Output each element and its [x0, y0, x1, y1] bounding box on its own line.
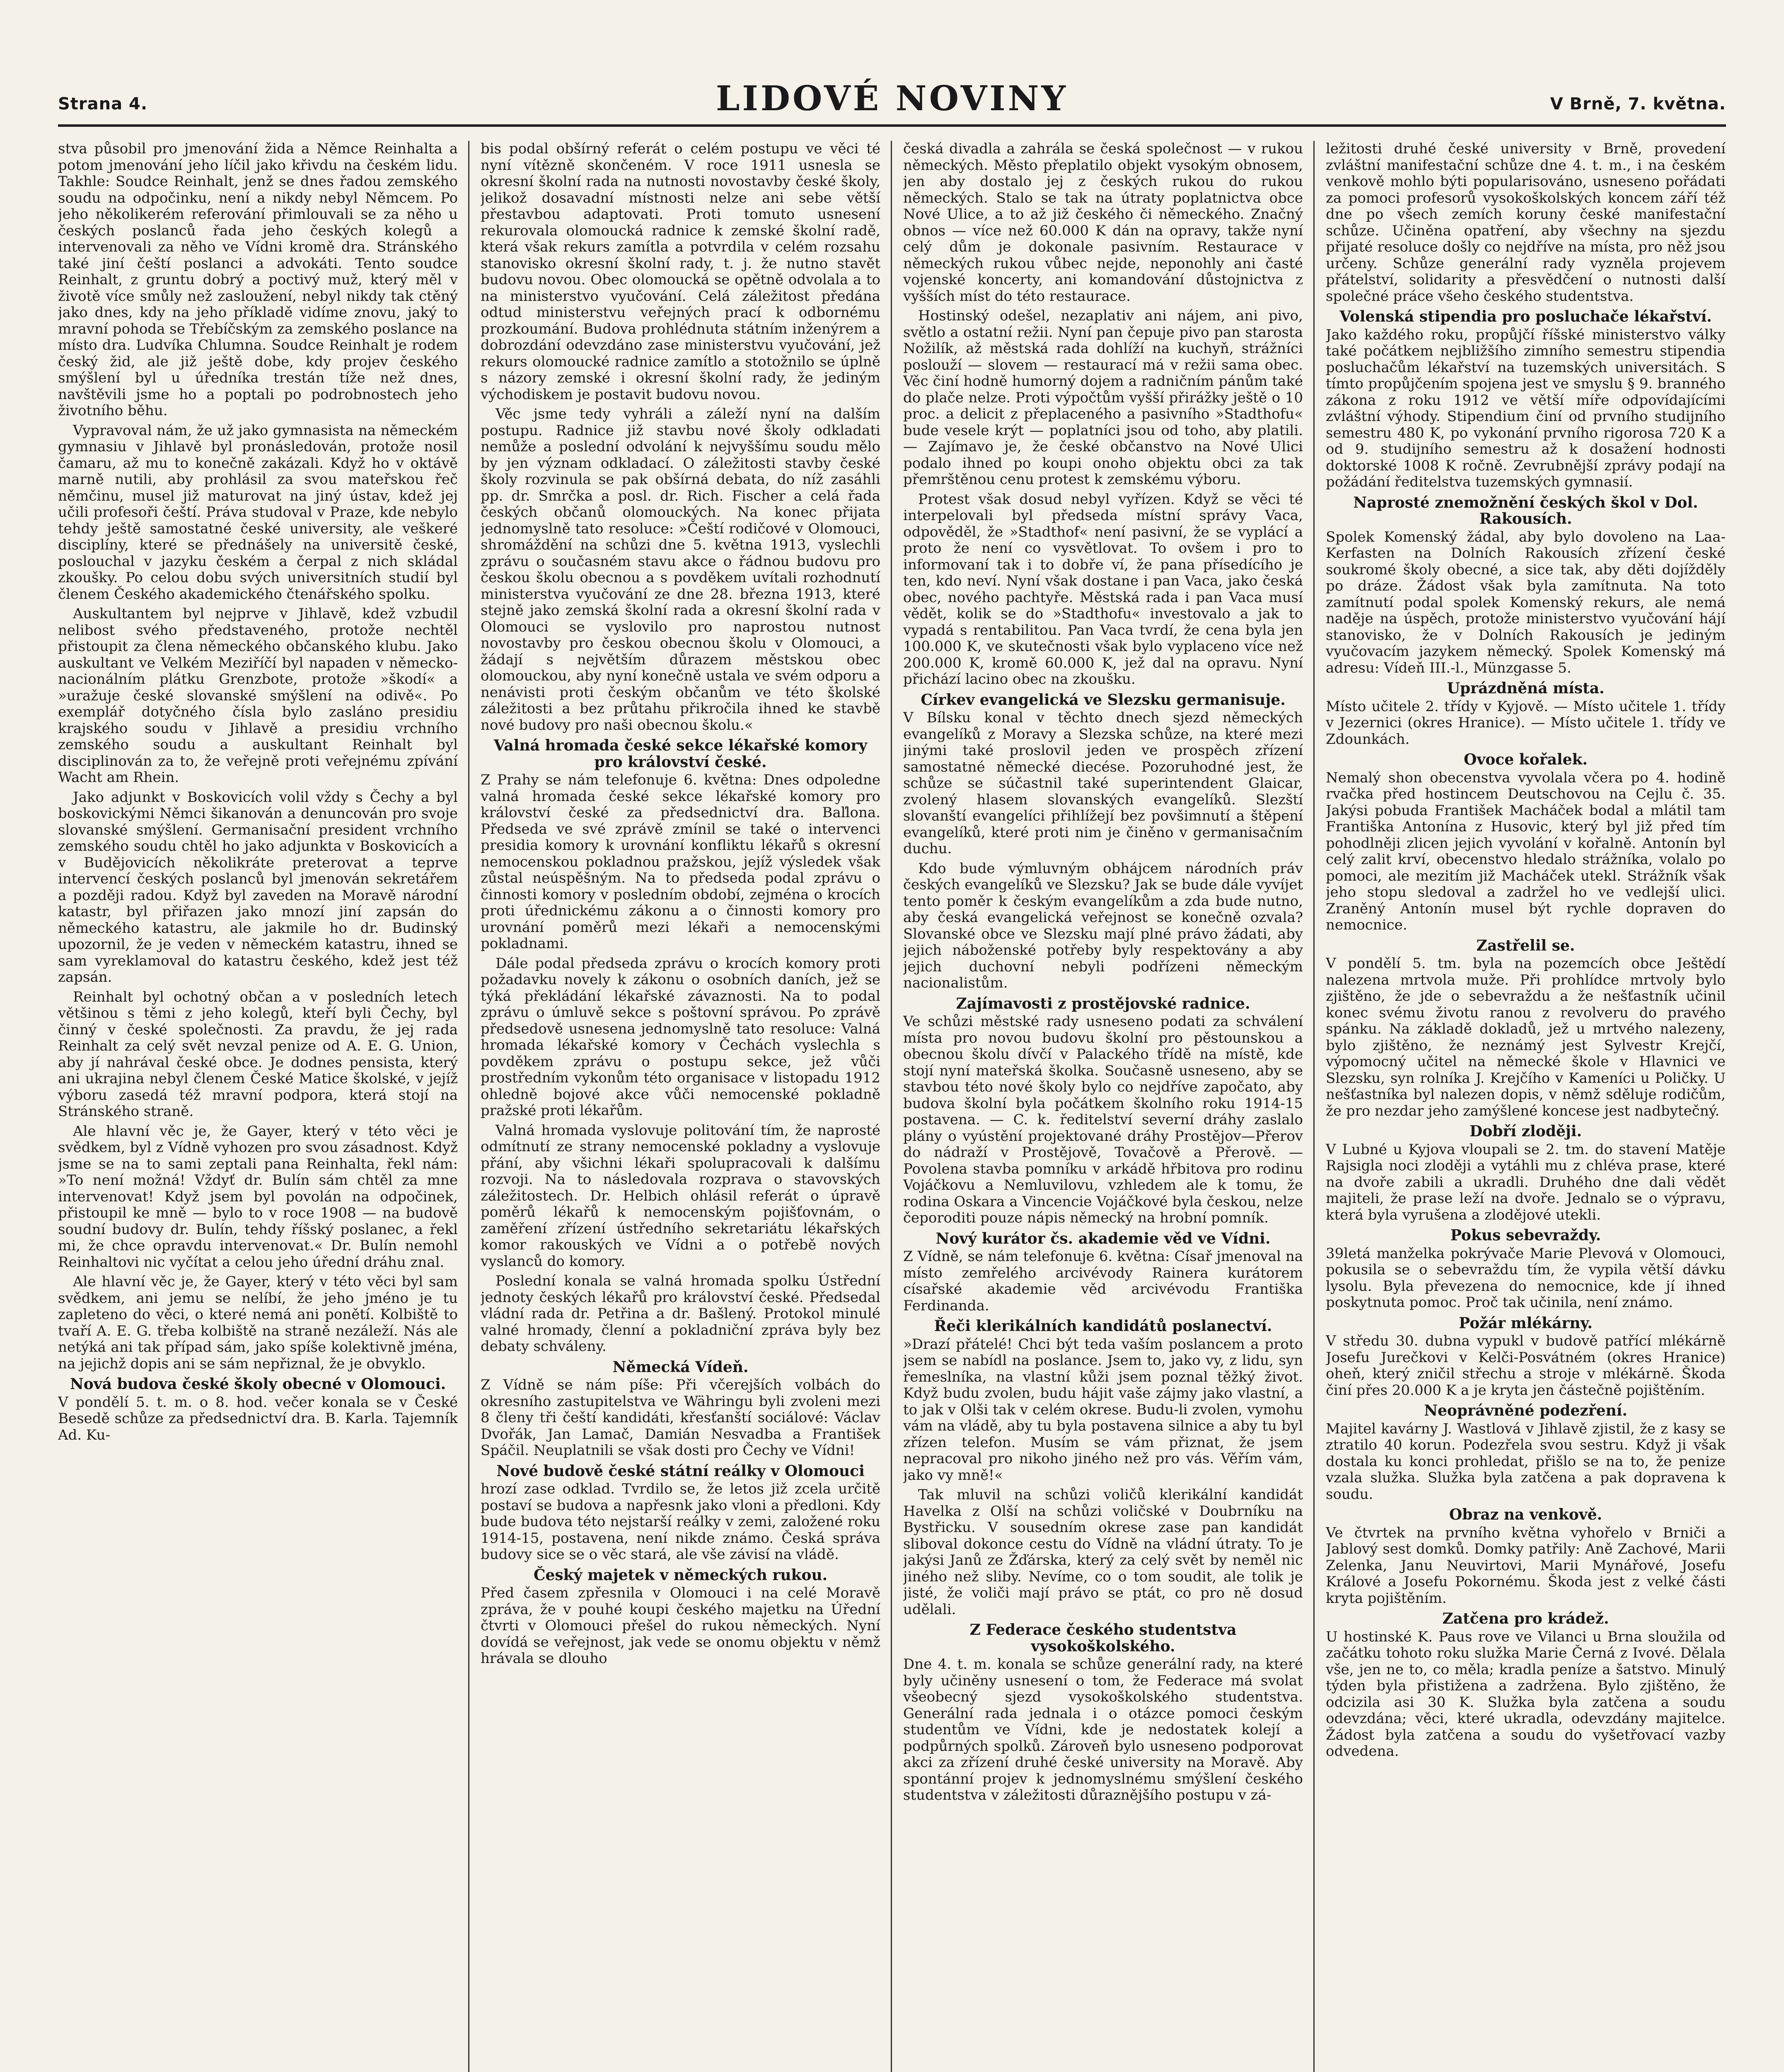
article-headline: Zastřelil se.: [1476, 937, 1575, 954]
article-paragraph: V Lubné u Kyjova vloupali se 2. tm. do stavení Matěje Rajsigla noci zloději a vytáhli mu z chléva prase, které na dvoře zabili a ukradli. Druhého dne dali vědět majiteli, že prase leží na dvoře. Jednalo se o výpravu, která byla vyrušena a zlodějové utekli.: [1326, 1141, 1726, 1223]
article-headline: Uprázdněná místa.: [1447, 680, 1605, 697]
article-headline: Požár mlékárny.: [1459, 1314, 1593, 1332]
article-paragraph: Poslední konala se valná hromada spolku Ústřední jednoty českých lékařů pro království české. Předsedal vládní rada dr. Petřina a dr. Bašlený. Protokol minulé valné hromady, členní a pokladniční zpráva byly bez debaty schváleny.: [481, 1273, 880, 1355]
article-paragraph: Z Vídně se nám píše: Při včerejších volbách do okresního zastupitelstva ve Währingu byli zvoleni mezi 8 členy tři čeští kandidáti, křesťanští sociálové: Václav Dvořák, Jan Lamač, Damián Nesvadba a František Spáčil. Neuplatnili se však dosti pro Čechy ve Vídni!: [481, 1377, 880, 1459]
article-headline: Církev evangelická ve Slezsku germanisuje.: [921, 691, 1286, 709]
article-headline: Nový kurátor čs. akademie věd ve Vídni.: [936, 1230, 1271, 1247]
article-headline: Nové budově české státní reálky v Olomouci: [496, 1462, 865, 1480]
article-headline: Ovoce kořalek.: [1464, 751, 1588, 768]
article-paragraph: Dále podal předseda zprávu o krocích komory proti požadavku novely k zákonu o osobních daních, jež se týká překládání lékařské závaznosti. Na to podal zprávu o úmluvě sekce s poštovní správou. Po zprávě předsedově usnesena jednomyslně tato resoluce: Valná hromada lékařské komory v Čechách vyslechla s povděkem zprávu o postupu sekce, jež vůči prostředním vykonům této organisace v listopadu 1912 ohledně bojové akce vůči nemocenské pokladně pražské proti lékařům.: [481, 955, 880, 1119]
article-paragraph: V pondělí 5. t. m. o 8. hod. večer konala se v České Besedě schůze za předsednictví dra. B. Karla. Tajemník Ad. Ku-: [58, 1394, 458, 1443]
column-rule: [891, 141, 892, 2072]
article-headline: Valná hromada české sekce lékařské komory pro království české.: [493, 737, 868, 771]
article-paragraph: Věc jsme tedy vyhráli a záleží nyní na dalším postupu. Radnice již stavbu nové školy odkladati nemůže a poslední odvolání k nejvyššímu soudu mělo by jen význam odkladací. O záležitosti stavby české školy rozvinula se pak obšírná debata, do níž zasáhli pp. dr. Smrčka a posl. dr. Rich. Fischer a celá řada českých občanů olomouckých. Na konec přijata jednomyslně tato resoluce: »Čeští rodičové v Olomouci, shromáždění na schůzi dne 5. května 1913, vyslechli zprávu o současném stavu akce o řádnou budovu pro českou školu obecnou a s povděkem uvítali rozhodnutí ministerstva vyučování ze dne 28. března 1913, které stejně jako zemská školní rada a okresní školní rada v Olomouci se vyslovilo pro naprostou nutnost novostavby pro českou obecnou školu v Olomouci, a žádají s největším důrazem městskou obec olomouckou, aby nyní konečně ustala ve svém odporu a nenávisti proti českým občanům ve této školské záležitosti a bez průtahu přikročila ihned ke stavbě nové budovy pro naši obecnou školu.«: [481, 406, 880, 733]
page-number: Strana 4.: [58, 94, 148, 114]
article-paragraph: 39letá manželka pokrývače Marie Plevová v Olomouci, pokusila se o sebevraždu tím, že vypila větší dávku lysolu. Byla převezena do nemocnice, kde jí ihned poskytnuta pomoc. Proč tak učinila, není známo.: [1326, 1245, 1726, 1311]
article-paragraph: Jako adjunkt v Boskovicích volil vždy s Čechy a byl boskovickými Němci šikanován a denuncován pro svoje slovanské smýšlení. Germanisační president vrchního zemského soudu chtěl ho jako adjunkta v Boskovicích a v Budějovicích několikráte preterovat a teprve intervencí českých poslanců byl jmenován sekretářem a později radou. Když byl zaveden na Moravě národní katastr, byl přiřazen jako mnozí jiní zapsán do německého katastru, ale jakmile ho dr. Budinský upozornil, že je veden v německém katastru, ihned se sam vyreklamoval do katastru českého, kdež jest též zapsán.: [58, 789, 458, 985]
article-headline: Řeči klerikálních kandidátů poslanectví.: [934, 1317, 1272, 1335]
article-paragraph: Reinhalt byl ochotný občan a v posledních letech většinou s těmi z jeho kolegů, kteří byli Čechy, byl činný v české společnosti. Za pravdu, že jej rada Reinhalt za celý svět nevzal penize od A. E. G. Union, aby jí nahrával české obce. Je dodnes pensista, který ani ukrajina nebyl členem České Matice školské, v jejíž výboru zasedá též mravní podpora, která stojí na Stránského straně.: [58, 988, 458, 1120]
article-paragraph: bis podal obšírný referát o celém postupu ve věci té nyní vítězně skončeném. V roce 1911 usnesla se okresní školní rada na nutnosti novostavby české školy, jelikož dosavadní místnosti nelze ani sebe větší přestavbou adaptovati. Proti tomuto usnesení rekurovala olomoucká radnice k zemské školní radě, která však rekurs zamítla a potvrdila v celém rozsahu stanovisko okresní školní rady, t. j. že nutno stavět budovu novou. Obec olomoucká se opětně odvolala a to na ministerstvo vyučování. Celá záležitost předána odtud ministerstvu veřejných prací k odbornému prozkoumání. Budova prohlédnuta státním inženýrem a dobrozdání odevzdáno zase ministerstvu vyučování, jež rekurs olomoucké radnice zamítlo a stotožnilo se úplně s názory zemské i okresní školní rady, že jediným východiskem je postavit budovu novou.: [481, 141, 880, 403]
article-paragraph: Ale hlavní věc je, že Gayer, který v této věci byl sam svědkem, ani jemu se nelíbí, že jeho jméno je tu zapleteno do věci, o které nemá ani ponětí. Kolbiště to tvaří A. E. G. třeba kolbiště na straně nezáleží. Nás ale netýká ani tak případ sám, jako spíše kolektivně jména, na jejichž dopis ani se sám nepřiznal, že je obvyklo.: [58, 1273, 458, 1372]
article-paragraph: Ale hlavní věc je, že Gayer, který v této věci je svědkem, byl z Vídně vyhozen pro svou zásadnost. Když jsme se na to sami zeptali pana Reinhalta, řekl nám: »To není možná! Vždyť dr. Bulín sám chtěl za mne intervenovat! Když jsem byl povolán na odpočinek, přistoupil ke mně — bylo to v roce 1908 — na budově soudní budovy dr. Bulín, tehdy říšský poslanec, a řekl mi, že chce opravdu intervenovat.« Dr. Bulín nemohl Reinhaltovi nic vyčítat a celou jeho úřední dráhu znal.: [58, 1123, 458, 1271]
article-paragraph: česká divadla a zahrála se česká společnost — v rukou německých. Město přeplatilo objekt vysokým obnosem, jen aby dostalo jej z českých rukou do rukou německých. Stalo se tak na útraty poplatnictva obce Nové Ulice, a to až již českého či německého. Značný obnos — více než 60.000 K dán na opravy, takže nyní celý dům je dokonale pasivním. Restaurace v německých rukou vůbec nejde, neponohly ani časté vojenské koncerty, ani komandování důstojnictva z vyšších míst do této restaurace.: [903, 141, 1303, 305]
article-paragraph: Ve schůzi městské rady usneseno podati za schválení místa pro novou budovu školní pro pěstounskou a obecnou školu dívčí v Palackého třídě na místě, kde stojí nyní mateřská školka. Současně usneseno, aby se stavbou této nové školy bylo co nejdříve započato, aby budova školní byla počátkem školního roku 1914-15 postavena. — C. k. ředitelství severní dráhy zaslalo plány o vyústění projektované dráhy Prostějov—Přerov do nádraží v Prostějově, Tovačově a Přerově. — Povolena stavba pomníku v arkádě hřbitova pro rodinu Vojáčkovu a Nemluvilovu, vzhledem ale k tomu, že rodina Oskara a Vincencie Vojáčkové byla českou, nelze čeporoditi pouze nápis německý na hrobní pomník.: [903, 1013, 1303, 1226]
article-paragraph: V pondělí 5. tm. byla na pozemcích obce Ještědí nalezena mrtvola muže. Při prohlídce mrtvoly bylo zjištěno, že jde o sebevraždu a že nešťastník učinil konec svému životu ranou z revolveru do pravého spánku. Na základě dokladů, jež u mrtvého nalezeny, bylo zjištěno, že neznámý jest Sylvestr Krejčí, výpomocný učitel na německé škole v Hlavnici ve Slezsku, syn rolníka J. Krejčího v Kameníci u Poličky. U nešťastníka byl nalezen dopis, v němž sděluje rodičům, že pro nezdar jeho zamýšlené koncese jest nadbytečný.: [1326, 955, 1726, 1119]
article-paragraph: Vypravoval nám, že už jako gymnasista na německém gymnasiu v Jihlavě byl pronásledován, protože nosil čamaru, až mu to konečně zakázali. Když ho v oktávě marně nutili, aby prohlásil za svou mateřskou řeč němčinu, musel již maturovat na jiný ústav, kdež jej učili profesoři čeští. Práva studoval v Praze, kde nebylo tehdy ještě samostatné české university, ale veškeré disciplíny, které se přednášely na universitě české, poslouchal v jazyku českém a čerpal z nich skládal zkoušky. Po celou dobu svých universitních studií byl členem Českého akademického čtenářského spolku.: [58, 422, 458, 603]
column-4: [1326, 141, 1726, 2072]
article-paragraph: ležitosti druhé české university v Brně, provedení zvláštní manifestační schůze dne 4. t. m., i na českém venkově mohlo býti popularisováno, usneseno pořádati za pomoci profesorů vysokoškolských koncem září též dne po všech zemích koruny české manifestační schůze. Učiněna opatření, aby všechny na sjezdu přijaté resoluce došly co nejdříve na místa, pro něž jsou určeny. Schůze generální rady vyzněla projevem přátelství, solidarity a přesvědčení o nutnosti další společné práce všeho českého studentstva.: [1326, 141, 1726, 305]
article-paragraph: Nemalý shon obecenstva vyvolala včera po 4. hodině rvačka před hostincem Deutschovou na Cejlu č. 35. Jakýsi pobuda František Macháček bodal a mlátil tam Františka Antonína z Husovic, který byl již před tím pohodlněji zlicen jejich vyvolání v kořalně. Antonín byl celý zalit krví, obecenstvo hledalo strážníka, volalo po pomoci, ale mezitím již Macháček utekl. Strážník však jeho stopu sledoval a zadržel ho ve vedlejší ulici. Zraněný Antonín musel být rychle dopraven do nemocnice.: [1326, 769, 1726, 933]
article-paragraph: V Bílsku konal v těchto dnech sjezd německých evangelíků z Moravy a Slezska schůze, na které mezi jinými také proslovil jeden ve prospěch zřízení samostatné německé diecése. Pozoruhodné jest, že schůze se súčastnil také superintendent Glaicar, zvolený hlasem slovanských evangelíků. Slezští slovanští evangelíci přihlížejí bez povšimnutí a štěpení evangelíků, které proti nim je činěno v germanisačním duchu.: [903, 709, 1303, 857]
column-rule: [468, 141, 469, 2072]
column-2: [481, 141, 880, 2072]
article-headline: Nová budova české školy obecné v Olomouci.: [70, 1375, 446, 1393]
article-paragraph: Z Vídně, se nám telefonuje 6. května: Císař jmenoval na místo zemřelého arcivévody Rainera kurátorem císařské akademie věd arcivévodu Františka Ferdinanda.: [903, 1248, 1303, 1314]
article-headline: Z Federace českého studentstva vysokoškolského.: [969, 1621, 1237, 1655]
article-paragraph: Místo učitele 2. třídy v Kyjově. — Místo učitele 1. třídy v Jezernici (okres Hranice). — Místo učitele 1. třídy ve Zdounkách.: [1326, 698, 1726, 748]
article-headline: Zajímavosti z prostějovské radnice.: [956, 995, 1250, 1012]
article-paragraph: Auskultantem byl nejprve v Jihlavě, kdež vzbudil nelibost svého představeného, protože nechtěl přistoupit za člena německého občanského klubu. Jako auskultant ve Velkém Meziříčí byl napaden v německo-nacionálním plátku Grenzbote, protože »škodí« a »uražuje české slovanské smýšlení na odivě«. Po exemplář dotyčného čísla bylo zasláno presidiu krajského soudu v Jihlavě a presidiu vrchního zemského soudu a auskultant Reinhalt byl disciplinován za to, že veřejně proti veřejnému zpívání Wacht am Rhein.: [58, 605, 458, 786]
column-1: [58, 141, 458, 2072]
article-headline: Pokus sebevraždy.: [1450, 1227, 1601, 1244]
article-paragraph: Jako každého roku, propůjčí říšské ministerstvo války také počátkem nejbližšího zimního semestru stipendia posluchačům lékařství na tuzemských universitách. S tímto propůjčením spojena jest ve smyslu § 9. branného zákona z roku 1912 ve větší míře odpovídajícími zvláštní výhody. Stipendium činí od prvního studijního semestru 480 K, po vykonání prvního rigorosa 720 K a od 9. studijního semestru až k dosažení hodnosti doktorské 1008 K ročně. Zevrubnější zprávy podají na požádání ředitelstva tuzemských gymnasií.: [1326, 326, 1726, 490]
article-paragraph: Hostinský odešel, nezaplativ ani nájem, ani pivo, světlo a ostatní režii. Nyní pan čepuje pivo pan starosta Nožilík, až městská rada dohlíží na kuchyň, strážníci poslouží — slovem — restaurací má v režii sama obec. Věc činí hodně humorný dojem a radničním pánům také do plače nelze. Proti výpočtům vyšší přirážky ještě o 10 proc. a delicit z přeplaceného a pasivního »Stadthofu« bude vesele krýt — poplatníci jsou od toho, aby platili. — Zajímavo je, že české občanstvo na Nové Ulici podalo ihned po koupi onoho objektu obci za tak přemrštěnou cenu protest k zemskému výboru.: [903, 307, 1303, 488]
article-headline: Neoprávněné podezření.: [1424, 1402, 1627, 1419]
article-paragraph: Z Prahy se nám telefonuje 6. května: Dnes odpoledne valná hromada české sekce lékařské komory pro království české za předsednictví dra. Baľlona. Předseda ve své zprávě zmínil se také o intervenci presidia komory k urovnání konfliktu lékařů s okresní nemocenskou pokladnou pražskou, jejíž výsledek však zůstal neúspěšným. Na to předseda podal zprávu o činnosti komory v posledním období, zejména o krocích proti úřednickému zákonu a o činnosti komory pro urovnání poměrů mezi lékaři a nemocenskými pokladnami.: [481, 772, 880, 952]
article-headline: Naprosté znemožnění českých škol v Dol. Rakousích.: [1353, 494, 1698, 528]
article-paragraph: hrozí zase odklad. Tvrdilo se, že letos již zcela určitě postaví se budova a napřesnk jako vloni a předloni. Kdy bude budova této nejstarší reálky v zemi, založené roku 1914-15, postavena, není nikde známo. Česká správa budovy sice se o věc stará, ale vše závisí na vládě.: [481, 1481, 880, 1563]
article-paragraph: Spolek Komenský žádal, aby bylo dovoleno na Laa-Kerfasten na Dolních Rakousích zřízení české soukromé školy obecné, a sice tak, aby děti dojížděly po dráze. Žádost však byla zamítnuta. Na toto zamítnutí podal spolek Komenský rekurs, ale nemá naděje na úspěch, protože ministerstvo vyučování hájí stanovisko, že v Dolních Rakousích je jediným vyučovacím jazykem německý. Spolek Komenský má adresu: Vídeň III.-l., Münzgasse 5.: [1326, 528, 1726, 676]
article-paragraph: Kdo bude výmluvným obhájcem národních práv českých evangelíků ve Slezsku? Jak se bude dále vyvíjet tento poměr k českým evangelíkům a zda bude nutno, aby česká evangelická veřejnost se konečně ozvala? Slovanské obce ve Slezsku mají plné právo žádati, aby jejich náboženské potřeby byly respektovány a aby jejich duchovní nebyli podřízeni německým nacionalistům.: [903, 860, 1303, 991]
article-paragraph: stva působil pro jmenování žida a Němce Reinhalta a potom jmenování jeho líčil jako křivdu na českém lidu. Takhle: Soudce Reinhalt, jenž se dnes řadou zemského soudu na odpočinku, není a nikdy nebyl Němcem. Po jeho několikerém referování přimlouvali se za něho u českých poslanců řada jeho českých kolegů a intervenovali za něho ve Vídni kromě dra. Stránského také jiní čeští poslanci a advokáti. Tento soudce Reinhalt, z gruntu dobrý a poctivý muž, který měl v životě více smůly než zasloužení, nebyl nikdy tak ctěný jako dnes, kdy na jeho příkladě vidíme znovu, jaký to mravní pohoda se Třebíčským za zemského poslance na místo dra. Ludvíka Chlumna. Soudce Reinhalt je rodem český žid, ale již ještě dobe, kdy projev českého smýšlení byl u úředníka trestán tíže než dnes, navštěvili jsme ho a poptali po podrobnostech jeho životního běhu.: [58, 141, 458, 419]
article-headline: Český majetek v německých rukou.: [533, 1566, 828, 1584]
article-paragraph: Ve čtvrtek na prvního května vyhořelo v Brniči a Jablový sest domků. Domky patřily: Aně Zachové, Marii Zelenka, Janu Neuvirtovi, Marii Mynářové, Josefu Králové a Josefu Pokornému. Škoda jest z velké části kryta pojištěním.: [1326, 1524, 1726, 1607]
article-paragraph: V středu 30. dubna vypukl v budově patřící mlékárně Josefu Jurečkovi v Kelči-Posvátném (okres Hranice) oheň, který zničil střechu a stroje v mlékárně. Škoda činí přes 20.000 K a je kryta jen částečně pojištěním.: [1326, 1333, 1726, 1399]
article-paragraph: Protest však dosud nebyl vyřízen. Když se věci té interpelovali byl předseda místní správy Vaca, odpověděl, že »Stadthof« není pasivní, že se vyplácí a proto že není co vysvětlovat. To ovšem i pro to informovaní tak i to dobře ví, že pana přísedícího je ten, kdo neví. Nyní však dostane i pan Vaca, jako česká obec, nového pachtyře. Městská rada i pan Vaca musí vědět, kolik se do »Stadthofu« investovalo a jak to vypadá s rentabilitou. Pan Vaca tvrdí, že cena byla jen 100.000 K, ve skutečnosti však bylo vyplaceno více než 200.000 K, kromě 60.000 K, jež dal na opravu. Nyní přichází lacino obec na zkoušku.: [903, 491, 1303, 687]
article-headline: Obraz na venkově.: [1449, 1506, 1603, 1523]
article-paragraph: Valná hromada vyslovuje politování tím, že naprosté odmítnutí ze strany nemocenské pokladny a vyslovuje přání, aby všichni lékaři spolupracovali k dalšímu rozvoji. Na to následovala rozprava o stavovských záležitostech. Dr. Helbich ohlásil referát o úpravě poměrů lékařů k nemocenským pojišťovnám, o zaměření zřízení ústředního sekretariátu lékařských komor rakouských ve Vídni a o potřebě nových vyslanců do komory.: [481, 1122, 880, 1270]
article-headline: Dobří zloději.: [1469, 1123, 1582, 1140]
newspaper-page: [58, 62, 1726, 2072]
issue-date: V Brně, 7. května.: [1550, 94, 1726, 114]
article-headline: Volenská stipendia pro posluchače lékařství.: [1339, 308, 1712, 325]
article-paragraph: U hostinské K. Paus rove ve Vilanci u Brna sloužila od začátku tohoto roku služka Marie Černá z Ivové. Dělala vše, jen ne to, co měla; kradla peníze a šatstvo. Minulý týden byla přistižena a zadržena. Bylo zjištěno, že odcizila asi 30 K. Služka byla zatčena a soudu odevzdána; věci, které ukradla, odevzdány majitelce. Žádost byla zatčena a soudu do vyšetřovací vazby odvedena.: [1326, 1628, 1726, 1760]
column-3: [903, 141, 1303, 2072]
article-paragraph: Tak mluvil na schůzi voličů klerikální kandidát Havelka z Olší na schůzi voličské v Doubrníku na Bystřicku. V sousedním okrese zase pan kandidát sliboval dokonce cestu do Vídně na vládní útraty. To je jakýsi Janů ze Žďárska, který za celý svět by neměl nic jiného než sliby. Nevíme, co o tom soudit, ale tolik je jisté, že voliči mají právo se ptát, co pro ně dosud udělali.: [903, 1486, 1303, 1618]
article-paragraph: Majitel kavárny J. Wastlová v Jihlavě zjistil, že z kasy se ztratilo 40 korun. Podezřela svou sestru. Když ji však dostala ku konci prohledat, přišlo se na to, že penize vzala služka. Služka byla zatčena a pak dopravena k soudu.: [1326, 1420, 1726, 1503]
masthead: [58, 62, 1726, 127]
article-paragraph: Dne 4. t. m. konala se schůze generální rady, na které byly učiněny usnesení o tom, že Federace má svolat všeobecný sjezd vysokoškolského studentstva. Generální rada jednala i o otázce pomoci českým studentům ve Vídni, kde je nedostatek kolejí a podpůrných spolků. Zároveň bylo usneseno podporovat akci za zřízení druhé české university na Moravě. Aby spontánní projev k jednomyslnému smýšlení českého studentstva v záležitosti důraznějšího postupu v zá-: [903, 1656, 1303, 1803]
article-headline: Zatčena pro krádež.: [1442, 1610, 1609, 1627]
article-headline: Německá Vídeň.: [612, 1358, 749, 1376]
column-rule: [1313, 141, 1315, 2072]
article-paragraph: »Drazí přátelé! Chci být teda vaším poslancem a proto jsem se nabídl na poslance. Jsem to, jako vy, z lidu, syn řemeslníka, na vlastní kůži jsem poznal těžký život. Když budu zvolen, budu hájit vaše zájmy jako vlastní, a to jak v Olši tak v celém okrese. Budu-li zvolen, vymohu vám na vládě, aby tu byla postavena silnice a aby tu byl zřízen telefon. Musím se vám přiznat, že jsem nepracoval pro nikoho jiného než pro vás. Věřím vám, jako vy mně!«: [903, 1336, 1303, 1484]
newspaper-title: LIDOVÉ NOVINY: [716, 79, 1068, 119]
article-paragraph: Před časem zpřesnila v Olomouci i na celé Moravě zpráva, že v pouhé koupi českého majetku na Úřední čtvrti v Olomouci přešel do rukou německých. Nyní dovídá se veřejnost, jak vede se onomu objektu v němž hrávala se dlouho: [481, 1585, 880, 1667]
